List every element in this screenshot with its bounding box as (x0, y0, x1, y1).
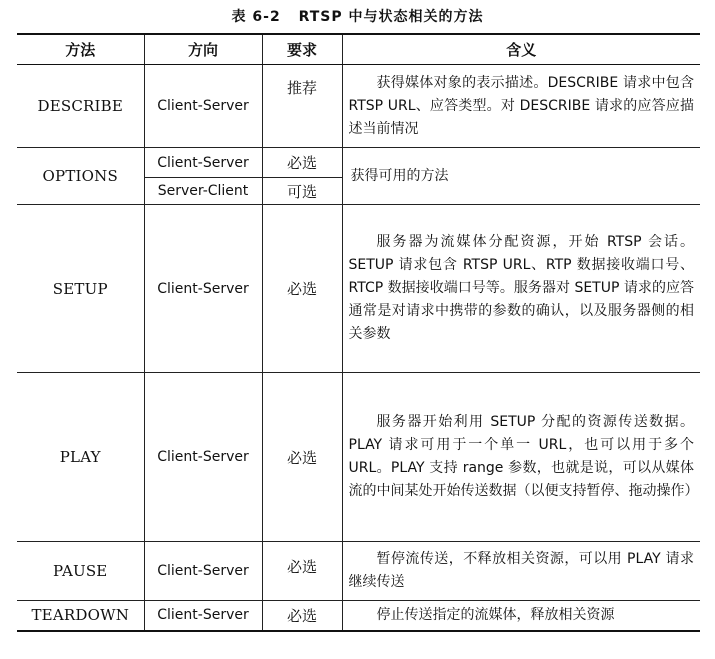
meaning-cell: 获得可用的方法 (342, 148, 700, 205)
requirement-cell: 必选 (262, 148, 342, 178)
requirement-cell: 必选 (262, 373, 342, 542)
meaning-cell: 停止传送指定的流媒体，释放相关资源 (342, 601, 700, 631)
header-row (17, 34, 700, 65)
table-row-setup (17, 205, 700, 373)
table-number: 表 6-2 (231, 9, 281, 25)
rtsp-methods-table (17, 33, 700, 632)
direction-cell: Client-Server (144, 65, 262, 148)
method-cell: PAUSE (17, 542, 144, 601)
header-method: 方法 (17, 34, 144, 65)
requirement-cell: 推荐 (262, 65, 342, 148)
meaning-cell: 暂停流传送，不释放相关资源，可以用 PLAY 请求继续传送 (342, 542, 700, 601)
meaning-cell: 服务器开始利用 SETUP 分配的资源传送数据。PLAY 请求可用于一个单一 URL，也可以用于多个 URL。PLAY 支持 range 参数，也就是说，可以从媒体流的中间某处开始传送数据（以便支持暂停、拖动操作） (342, 373, 700, 542)
requirement-cell: 必选 (262, 542, 342, 601)
table-row-options (17, 148, 700, 178)
meaning-cell: 获得媒体对象的表示描述。DESCRIBE 请求中包含 RTSP URL、应答类型。对 DESCRIBE 请求的应答应描述当前情况 (342, 65, 700, 148)
method-cell: OPTIONS (17, 148, 144, 205)
header-direction: 方向 (144, 34, 262, 65)
method-cell: TEARDOWN (17, 601, 144, 631)
direction-cell: Server-Client (144, 178, 262, 205)
direction-cell: Client-Server (144, 373, 262, 542)
method-cell: DESCRIBE (17, 65, 144, 148)
table-row-teardown (17, 601, 700, 631)
direction-cell: Client-Server (144, 148, 262, 178)
requirement-cell: 必选 (262, 205, 342, 373)
requirement-cell: 可选 (262, 178, 342, 205)
direction-cell: Client-Server (144, 542, 262, 601)
method-cell: SETUP (17, 205, 144, 373)
table-title: RTSP 中与状态相关的方法 (298, 9, 484, 25)
method-cell: PLAY (17, 373, 144, 542)
header-requirement: 要求 (262, 34, 342, 65)
table-row-pause (17, 542, 700, 601)
table-caption (0, 6, 715, 26)
meaning-cell: 服务器为流媒体分配资源，开始 RTSP 会话。SETUP 请求包含 RTSP URL、RTP 数据接收端口号、RTCP 数据接收端口号等。服务器对 SETUP 请求的应答通常是对请求中携带的参数的确认，以及服务器侧的相关参数 (342, 205, 700, 373)
table-row-describe (17, 65, 700, 148)
direction-cell: Client-Server (144, 601, 262, 631)
requirement-cell: 必选 (262, 601, 342, 631)
direction-cell: Client-Server (144, 205, 262, 373)
header-meaning: 含义 (342, 34, 700, 65)
table-row-play (17, 373, 700, 542)
